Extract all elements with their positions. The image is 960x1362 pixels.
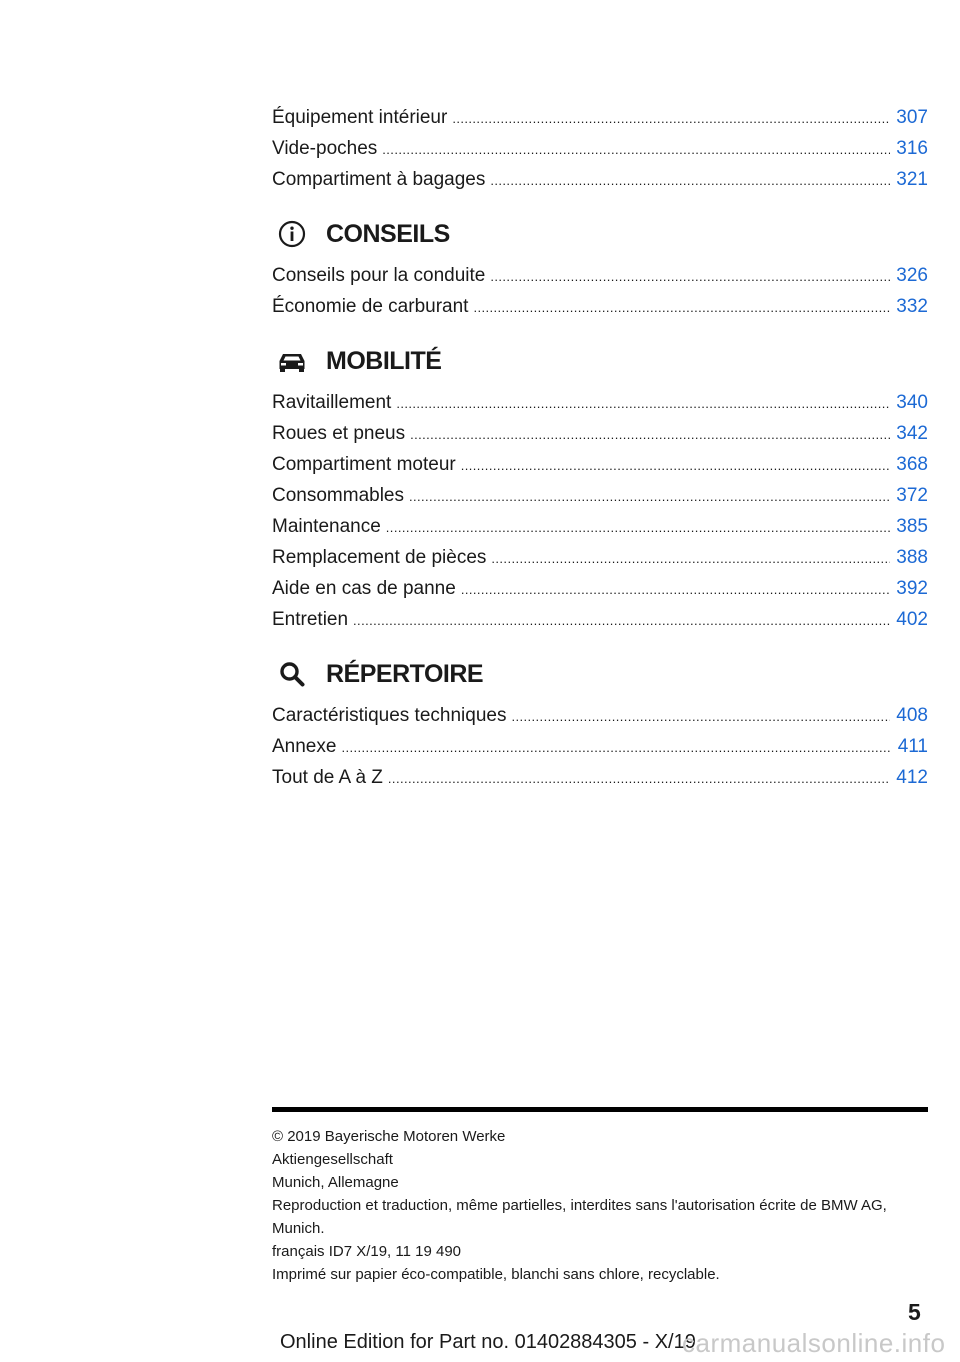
toc-entry-label: Maintenance <box>272 516 381 537</box>
imprint-rights: Reproduction et traduction, même partielles, interdites sans l'autorisation écrite de BMW AG, <box>272 1197 887 1214</box>
toc-page-link[interactable]: 326 <box>896 265 928 286</box>
toc-entry-label: Annexe <box>272 736 337 757</box>
search-icon <box>272 654 312 694</box>
toc-entry-label: Entretien <box>272 609 349 630</box>
toc-leader-dots <box>490 165 890 196</box>
toc-leader-dots <box>396 388 890 419</box>
toc-entry-label: Consommables <box>272 485 404 506</box>
toc-page-link[interactable]: 332 <box>896 296 928 317</box>
toc-entry-label: Aide en cas de panne <box>272 578 456 599</box>
toc-page-link[interactable]: 368 <box>896 454 928 475</box>
toc-leader-dots <box>353 605 890 636</box>
toc-page-link[interactable]: 411 <box>897 736 928 757</box>
online-edition-footer: Online Edition for Part no. 01402884305 - X/19 <box>280 1331 696 1353</box>
toc-leader-dots <box>388 763 890 794</box>
toc-leader-dots <box>382 134 890 165</box>
toc-page-link[interactable]: 388 <box>896 547 928 568</box>
toc-page-link[interactable]: 372 <box>896 485 928 506</box>
imprint-block <box>272 1125 932 1286</box>
toc-entry-label: Caractéristiques techniques <box>272 705 507 726</box>
toc-page-link[interactable]: 342 <box>896 423 928 444</box>
toc-page-link[interactable]: 307 <box>896 107 928 128</box>
section-header-conseils <box>272 214 928 254</box>
toc-leader-dots <box>511 701 890 732</box>
section-header-mobilite <box>272 341 928 381</box>
toc-page-link[interactable]: 408 <box>896 705 928 726</box>
toc-entry[interactable] <box>272 291 928 322</box>
toc-leader-dots <box>461 450 891 481</box>
section-header-repertoire <box>272 654 928 694</box>
toc-entry-label: Ravitaillement <box>272 392 392 413</box>
imprint-paper-note: Imprimé sur papier éco-compatible, blanchi sans chlore, recyclable. <box>272 1266 720 1283</box>
toc-entry[interactable] <box>272 449 928 480</box>
toc-entry-label: Compartiment à bagages <box>272 169 486 190</box>
footer-divider <box>272 1107 928 1112</box>
toc-leader-dots <box>473 292 890 323</box>
car-icon <box>272 341 312 381</box>
toc-leader-dots <box>409 481 890 512</box>
table-of-contents <box>272 102 928 793</box>
section-title: MOBILITÉ <box>326 346 442 375</box>
toc-page-link[interactable]: 321 <box>896 169 928 190</box>
toc-entry[interactable] <box>272 604 928 635</box>
toc-entry[interactable] <box>272 762 928 793</box>
toc-entry[interactable] <box>272 387 928 418</box>
toc-entry[interactable] <box>272 260 928 291</box>
toc-entry[interactable] <box>272 542 928 573</box>
toc-entry-label: Remplacement de pièces <box>272 547 487 568</box>
toc-entry-label: Conseils pour la conduite <box>272 265 486 286</box>
toc-entry[interactable] <box>272 133 928 164</box>
toc-leader-dots <box>491 543 890 574</box>
section-title: CONSEILS <box>326 219 450 248</box>
toc-entry[interactable] <box>272 102 928 133</box>
toc-entry[interactable] <box>272 700 928 731</box>
section-title: RÉPERTOIRE <box>326 659 484 688</box>
imprint-location: Munich, Allemagne <box>272 1174 399 1191</box>
toc-page-link[interactable]: 392 <box>896 578 928 599</box>
toc-entry-label: Économie de carburant <box>272 296 469 317</box>
toc-entry-label: Compartiment moteur <box>272 454 456 475</box>
toc-leader-dots <box>452 103 890 134</box>
toc-entry[interactable] <box>272 731 928 762</box>
toc-entry-label: Roues et pneus <box>272 423 406 444</box>
toc-leader-dots <box>386 512 891 543</box>
toc-entry[interactable] <box>272 480 928 511</box>
toc-page-link[interactable]: 385 <box>896 516 928 537</box>
toc-entry[interactable] <box>272 164 928 195</box>
toc-leader-dots <box>461 574 890 605</box>
imprint-edition-id: français ID7 X/19, 11 19 490 <box>272 1243 462 1260</box>
toc-entry[interactable] <box>272 418 928 449</box>
imprint-copyright: © 2019 Bayerische Motoren Werke <box>272 1128 506 1145</box>
toc-leader-dots <box>341 732 891 763</box>
toc-entry-label: Équipement intérieur <box>272 107 448 128</box>
page-number: 5 <box>908 1299 921 1325</box>
toc-page-link[interactable]: 340 <box>896 392 928 413</box>
toc-page-link[interactable]: 316 <box>896 138 928 159</box>
toc-entry-label: Tout de A à Z <box>272 767 383 788</box>
imprint-company: Aktiengesellschaft <box>272 1151 393 1168</box>
toc-page-link[interactable]: 412 <box>896 767 928 788</box>
toc-entry[interactable] <box>272 511 928 542</box>
toc-leader-dots <box>490 261 890 292</box>
toc-entry[interactable] <box>272 573 928 604</box>
toc-page-link[interactable]: 402 <box>896 609 928 630</box>
imprint-rights-city: Munich. <box>272 1220 325 1237</box>
info-icon <box>272 214 312 254</box>
toc-leader-dots <box>410 419 890 450</box>
watermark-text: carmanualsonline.info <box>682 1328 946 1358</box>
toc-entry-label: Vide-poches <box>272 138 378 159</box>
